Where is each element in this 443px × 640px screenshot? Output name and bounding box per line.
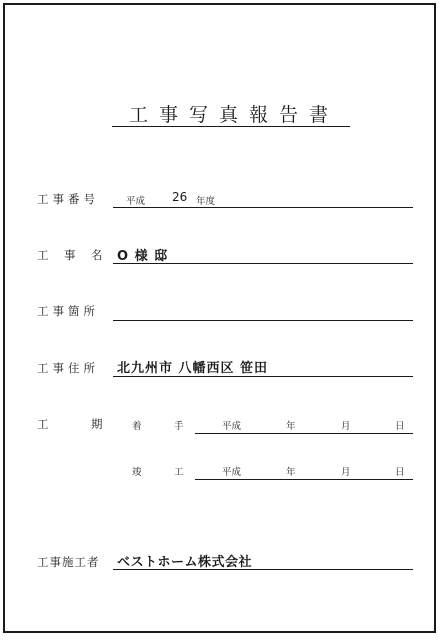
start-year: 年 [286, 421, 296, 432]
job-name-char-3: 名 [91, 248, 103, 262]
start-day: 日 [395, 421, 405, 432]
job-name-char-1: 工 [37, 248, 49, 262]
end-month: 月 [341, 467, 351, 478]
job-name-char-2: 事 [64, 248, 76, 262]
end-date-rule [195, 479, 413, 480]
title-underline [112, 126, 350, 127]
job-address-label: 工事住所 [37, 361, 99, 375]
start-era: 平成 [222, 421, 242, 432]
period-char-2: 期 [91, 417, 103, 431]
job-number-label: 工事番号 [37, 192, 99, 206]
end-era: 平成 [222, 467, 242, 478]
job-name-value: O 様 邸 [117, 249, 169, 264]
contractor-rule [113, 569, 413, 570]
end-year: 年 [286, 467, 296, 478]
start-char-1: 着 [132, 421, 142, 432]
end-char-1: 竣 [132, 467, 142, 478]
document-title: 工事写真報告書 [128, 104, 339, 126]
job-location-rule [113, 320, 413, 321]
contractor-value: ベストホーム株式会社 [117, 555, 253, 570]
job-number-unit: 年度 [196, 196, 216, 207]
period-char-1: 工 [37, 417, 49, 431]
contractor-label: 工事施工者 [37, 555, 100, 569]
job-name-rule [113, 263, 413, 264]
start-date-rule [195, 433, 413, 434]
job-address-value: 北九州市 八幡西区 笹田 [117, 361, 269, 376]
job-location-label: 工事箇所 [37, 304, 99, 318]
job-number-rule [113, 207, 413, 208]
job-address-rule [113, 376, 413, 377]
end-day: 日 [395, 467, 405, 478]
job-number-year: 26 [172, 190, 188, 204]
job-number-era: 平成 [126, 196, 146, 207]
start-char-2: 手 [174, 421, 184, 432]
end-char-2: 工 [174, 467, 184, 478]
start-month: 月 [341, 421, 351, 432]
